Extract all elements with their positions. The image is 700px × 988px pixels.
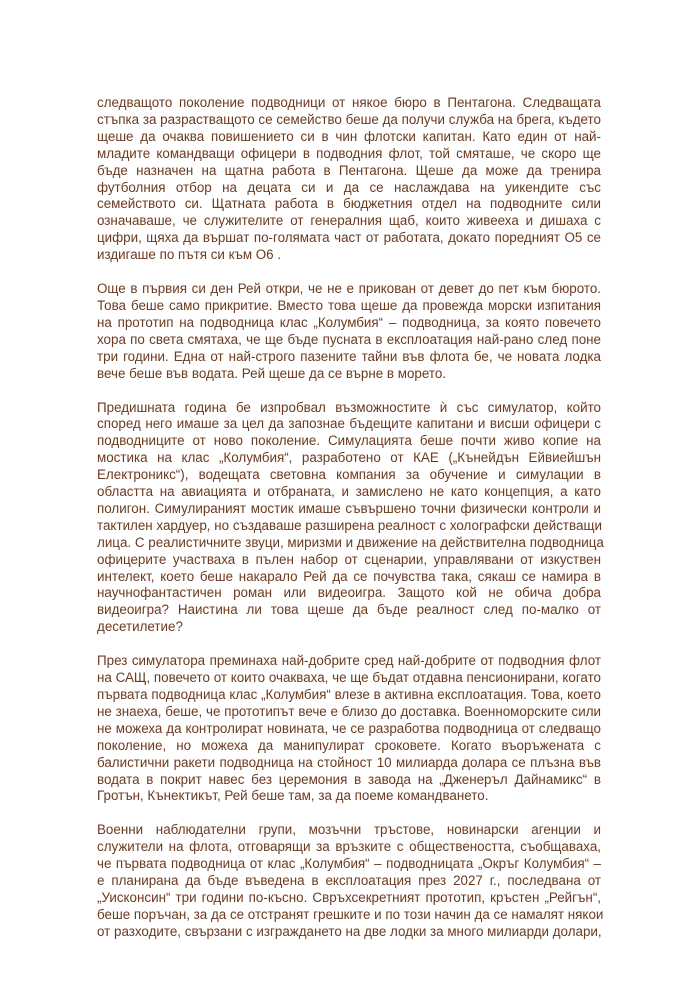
text-line: офицерите участваха в пълен набор от сценарии, управлявани от изкуствен	[97, 551, 601, 567]
text-line: водата в покрит навес без церемония в завода на „Дженеръл Дайнамикс“ в	[97, 771, 601, 787]
paragraph	[97, 653, 601, 805]
text-line: футболния отбор на децата си и да се наслаждава на уикендите със	[97, 179, 601, 195]
text-line: служители на флота, отговарящи за връзките с обществеността, съобщаваха,	[97, 839, 601, 855]
text-line: полигон. Симулираният мостик имаше съвършено точни физически контроли и	[97, 500, 601, 516]
text-line: подводниците от ново поколение. Симулацията беше почти живо копие на	[97, 433, 601, 449]
text-line: интелект, което беше накарало Рей да се почувства така, сякаш се намира в	[97, 568, 601, 584]
text-line: лица. С реалистичните звуци, миризми и движение на действителна подводница	[97, 534, 604, 550]
text-line: Гротън, Кънектикът, Рей беше там, за да поеме командването.	[97, 788, 489, 804]
text-line: беше поръчан, за да се отстранят грешките и по този начин да се намалят някои	[97, 906, 604, 922]
text-line: хора по света смятаха, че ще бъде пусната в експлоатация най-рано след поне	[97, 331, 601, 347]
text-line: областта на авиацията и отбраната, и замислено не като концепция, а като	[97, 484, 601, 500]
text-line: според него имаше за цел да запознае бъдещите капитани и висши офицери с	[97, 416, 601, 432]
text-line: младите командващи офицери в подводния флот, той смяташе, че скоро ще	[97, 145, 601, 161]
text-line: Предишната година бе изпробвал възможностите ѝ със симулатор, който	[97, 399, 601, 415]
text-line: десетилетие?	[97, 619, 183, 635]
text-line: балистични ракети подводница на стойност 10 милиарда долара се плъзна във	[97, 754, 601, 770]
text-line: че първата подводница от клас „Колумбия“ – подводницата „Окръг Колумбия“ –	[97, 856, 601, 872]
text-line: първата подводница клас „Колумбия“ влезе в активна експлоатация. Това, което	[97, 687, 601, 702]
text-line: вече беше във водата. Рей щеше да се върне в морето.	[97, 365, 447, 381]
text-line: Електроникс“), водещата световна компания за обучение и симулации в	[97, 467, 601, 483]
text-line: издигаше по пътя си към О6 .	[97, 247, 282, 263]
text-line: Това беше само прикритие. Вместо това щеше да провежда морски изпитания	[97, 297, 601, 313]
text-line: тактилен хардуер, но създаваше разширена реалност с холографски действащи	[97, 517, 602, 533]
paragraph	[97, 822, 604, 940]
document-body	[97, 95, 604, 958]
text-line: Военни наблюдателни групи, мозъчни тръстове, новинарски агенции и	[97, 822, 601, 838]
text-line: поколение, но можеха да манипулират сроковете. Когато въоръжената с	[97, 737, 601, 753]
text-line: означаваше, че служителите от генералния щаб, които живееха и дишаха с	[97, 213, 601, 229]
text-line: научнофантастичен роман или видеоигра. Защото кой не обича добра	[97, 585, 601, 601]
paragraph	[97, 95, 601, 264]
text-line: „Уисконсин“ три години по-късно. Свръхсекретният прототип, кръстен „Рейгън“,	[97, 889, 601, 905]
paragraph	[97, 399, 604, 637]
text-line: През симулатора преминаха най-добрите сред най-добрите от подводния флот	[97, 653, 601, 669]
text-line: от разходите, свързани с изграждането на две лодки за много милиарди долари,	[97, 923, 602, 939]
text-line: щеше да очаква повишението си в чин флотски капитан. Като един от най-	[97, 128, 601, 144]
text-line: видеоигра? Наистина ли това щеше да бъде реалност след по-малко от	[97, 602, 601, 618]
text-line: бъде назначен на щатна работа в Пентагона. Щеше да може да тренира	[97, 162, 601, 178]
text-line: мостика на клас „Колумбия“, разработено от КАЕ („Кънейдън Ейвиейшън	[97, 450, 601, 466]
text-line: три години. Една от най-строго пазените тайни във флота бе, че новата лодка	[97, 348, 601, 364]
text-line: цифри, щяха да вършат по-голямата част от работата, докато поредният О5 се	[97, 230, 601, 246]
text-line: Още в първия си ден Рей откри, че не е прикован от девет до пет към бюрото.	[97, 281, 601, 297]
paragraph	[97, 281, 601, 382]
text-line: стъпка за разрастващото се семейство беше да получи служба на брега, където	[97, 111, 601, 127]
text-line: на прототип на подводница клас „Колумбия“ – подводница, за която повечето	[97, 314, 601, 330]
text-line: е планирана да бъде въведена в експлоатация през 2027 г., последвана от	[97, 873, 601, 889]
text-line: на САЩ, повечето от които очакваха, че ще бъдат отдавна пенсионирани, когато	[97, 670, 601, 686]
text-line: не можеха да контролират новината, че се разработва подводница от следващо	[97, 720, 601, 736]
text-line: следващото поколение подводници от някое бюро в Пентагона. Следващата	[97, 95, 601, 110]
text-line: не знаеха, беше, че прототипът вече е близо до доставка. Военноморските сили	[97, 703, 601, 719]
text-line: семейството си. Щатната работа в бюджетния отдел на подводните сили	[97, 196, 601, 212]
